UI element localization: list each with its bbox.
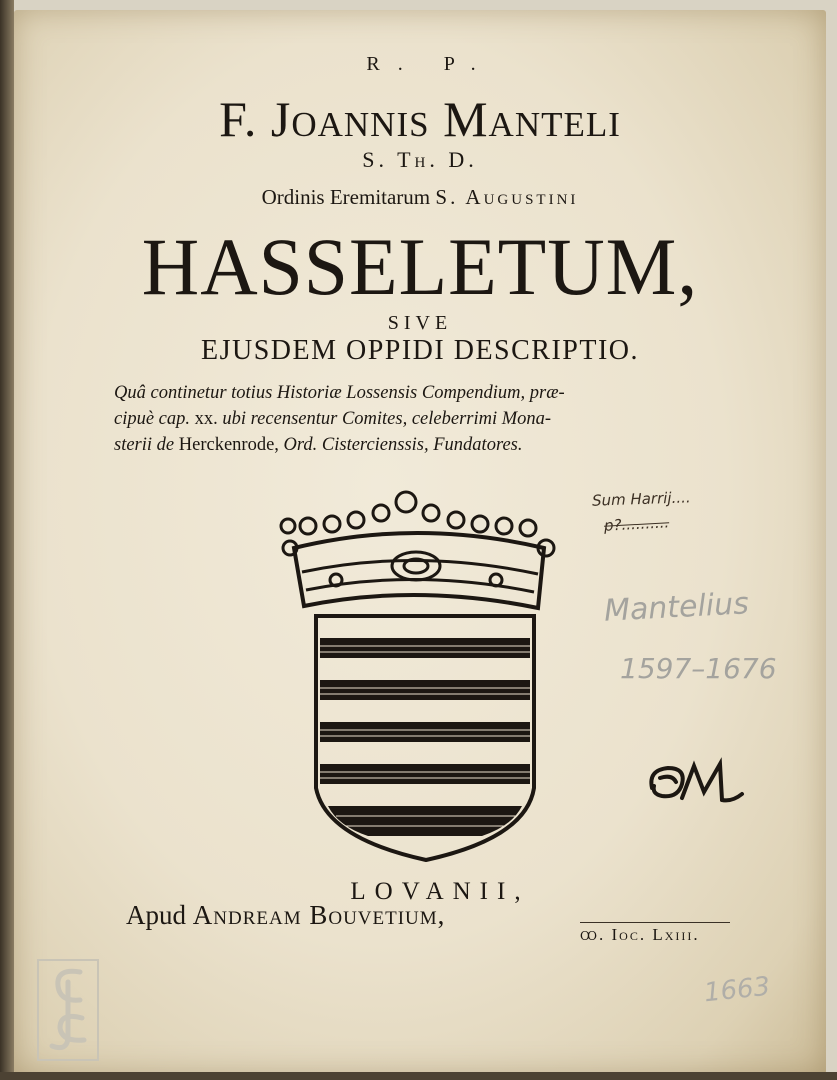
book-title: HASSELETUM, xyxy=(141,221,699,312)
subtitle-paragraph xyxy=(114,380,714,458)
ink-ownership-note: Sum Harrij.... xyxy=(591,488,691,510)
book-binding-edge xyxy=(0,0,14,1080)
subtitle-text: cipuè cap. xyxy=(114,409,195,429)
subtitle-text: ubi recensentur Comites, celeberrimi Mona- xyxy=(217,409,552,429)
pencil-author-name: Mantelius xyxy=(603,586,750,629)
imprint-place: LOVANII, xyxy=(350,878,530,905)
subtitle-text: Herckenrode, xyxy=(178,435,279,455)
sive-line: SIVE xyxy=(387,312,453,334)
description-line: EJUSDEM OPPIDI DESCRIPTIO. xyxy=(200,335,640,366)
subtitle-text: xx. xyxy=(194,409,218,429)
subtitle-text: sterii de xyxy=(114,435,179,455)
ownership-stamp-monogram-icon xyxy=(642,748,752,814)
author-degree: S. Th. D. xyxy=(362,147,478,172)
author-name: F. Joannis Manteli xyxy=(219,91,621,147)
imprint-printer xyxy=(126,900,445,931)
dealer-watermark-logo-icon xyxy=(36,958,100,1062)
year-rule xyxy=(580,922,730,923)
subtitle-text: Lossensis Compendium, præ- xyxy=(346,383,565,403)
subtitle-text: Ord. Cistercienssis, Fundatores. xyxy=(278,435,523,455)
printer-name: Andream Bouvetium, xyxy=(192,900,446,930)
page-bottom-edge xyxy=(0,1072,837,1080)
order-caps: S. Augustini xyxy=(435,185,579,209)
order-prefix: Ordinis Eremitarum xyxy=(261,185,431,209)
printer-prefix: Apud xyxy=(126,900,186,930)
imprint-year: ꝏ. Ioc. Lxiii. xyxy=(580,925,700,944)
ink-ownership-note-struck: p?.......... xyxy=(603,513,670,535)
coat-of-arms-icon xyxy=(276,488,576,873)
rp-line: R. P. xyxy=(366,53,494,75)
pencil-author-dates: 1597–1676 xyxy=(620,652,777,685)
title-page xyxy=(14,10,826,1074)
subtitle-text: Quâ continetur totius Historiæ xyxy=(114,383,347,403)
pencil-year-note: 1663 xyxy=(702,971,772,1009)
order-line xyxy=(14,185,826,210)
